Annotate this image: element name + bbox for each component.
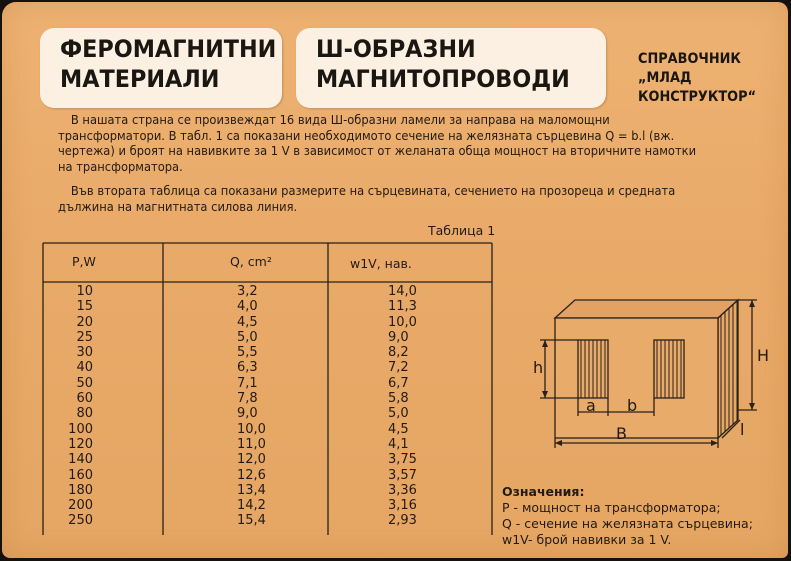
- legend-heading: Означения:: [502, 484, 585, 499]
- table-cell-q: 5,0: [237, 329, 258, 345]
- intro-paragraph-1: В нашата страна се произвеждат 16 вида Ш-образни ламели за направа на маломощни трансформатори. В табл. 1 са показани необходимото сечение на желязната сърцевина Q = b.l (вж. чертежа) и броят на навивките за 1 V в зависимост от желаната обща мощност на вторичните намотки на трансформатора.: [58, 112, 697, 174]
- heading-left: ФЕРОМАГНИТНИ МАТЕРИАЛИ: [60, 35, 277, 93]
- table-cell-q: 7,8: [237, 391, 258, 407]
- table-cell-q: 7,1: [237, 375, 258, 391]
- table-cell-p: 25: [76, 329, 93, 345]
- table-cell-q: 5,5: [237, 345, 258, 361]
- table-cell-w: 3,75: [388, 452, 417, 468]
- table-cell-w: 3,36: [388, 482, 417, 498]
- legend-line: P - мощност на трансформатора;: [502, 500, 721, 515]
- table-cell-p: 100: [68, 421, 93, 437]
- table-cell-q: 15,4: [237, 513, 266, 529]
- table-cell-p: 200: [68, 498, 93, 514]
- table-cell-p: 60: [76, 391, 93, 407]
- table-cell-w: 4,5: [388, 421, 409, 437]
- table-cell-p: 10: [76, 284, 93, 299]
- table-cell-q: 4,5: [237, 314, 258, 330]
- table-cell-p: 180: [68, 482, 93, 498]
- table-cell-w: 2,93: [388, 513, 417, 529]
- table-cell-w: 5,8: [388, 391, 409, 407]
- series-title: СПРАВОЧНИК „МЛАД КОНСТРУКТОР“: [638, 51, 757, 105]
- header-turns: w1V, нав.: [350, 256, 412, 271]
- label-l: l: [740, 420, 745, 439]
- table-cell-q: 12,0: [237, 452, 266, 468]
- table-cell-w: 8,2: [388, 345, 409, 361]
- label-H: H: [757, 346, 770, 365]
- legend-line: Q - сечение на желязната сърцевина;: [502, 516, 753, 531]
- table-cell-q: 3,2: [237, 284, 258, 299]
- table-cell-p: 250: [68, 513, 93, 529]
- label-b: b: [627, 396, 638, 415]
- intro-paragraph-2: Във втората таблица са показани размерите на сърцевината, сечението на прозореца и средната дължина на магнитната силова линия.: [58, 183, 676, 214]
- label-B: B: [616, 424, 627, 443]
- table-cell-w: 9,0: [388, 329, 409, 345]
- table-cell-p: 140: [68, 452, 93, 468]
- table-cell-p: 120: [68, 436, 93, 452]
- table-cell-w: 4,1: [388, 436, 409, 452]
- table-cell-q: 11,0: [237, 436, 266, 452]
- table-cell-w: 11,3: [388, 299, 417, 315]
- table-cell-w: 7,2: [388, 360, 409, 376]
- table-cell-q: 14,2: [237, 498, 266, 514]
- table-cell-q: 10,0: [237, 421, 266, 437]
- table-cell-p: 50: [76, 375, 93, 391]
- table-cell-w: 3,57: [388, 467, 417, 483]
- table-cell-w: 6,7: [388, 375, 409, 391]
- table-cell-p: 160: [68, 467, 93, 483]
- table-cell-w: 10,0: [388, 314, 417, 330]
- table-cell-q: 6,3: [237, 360, 258, 376]
- header-power: P,W: [72, 254, 96, 269]
- legend: [502, 484, 791, 548]
- table-cell-q: 12,6: [237, 467, 266, 483]
- heading-right: Ш-ОБРАЗНИ МАГНИТОПРОВОДИ: [316, 35, 570, 93]
- table-cell-w: 5,0: [388, 406, 409, 422]
- table-cell-p: 15: [76, 299, 93, 315]
- header-section: Q, cm²: [230, 254, 272, 269]
- table-cell-q: 4,0: [237, 299, 258, 315]
- table-caption: Таблица 1: [428, 223, 496, 238]
- label-h: h: [533, 358, 544, 377]
- table-cell-p: 20: [76, 314, 93, 330]
- legend-line: w1V- брой навивки за 1 V.: [502, 532, 672, 547]
- table-cell-w: 3,16: [388, 498, 417, 514]
- table-cell-p: 80: [76, 406, 93, 422]
- table-cell-p: 40: [76, 360, 93, 376]
- table-cell-q: 9,0: [237, 406, 258, 422]
- table-cell-w: 14,0: [388, 284, 417, 299]
- table-cell-p: 30: [76, 345, 93, 361]
- label-a: a: [586, 396, 596, 415]
- table-cell-q: 13,4: [237, 482, 266, 498]
